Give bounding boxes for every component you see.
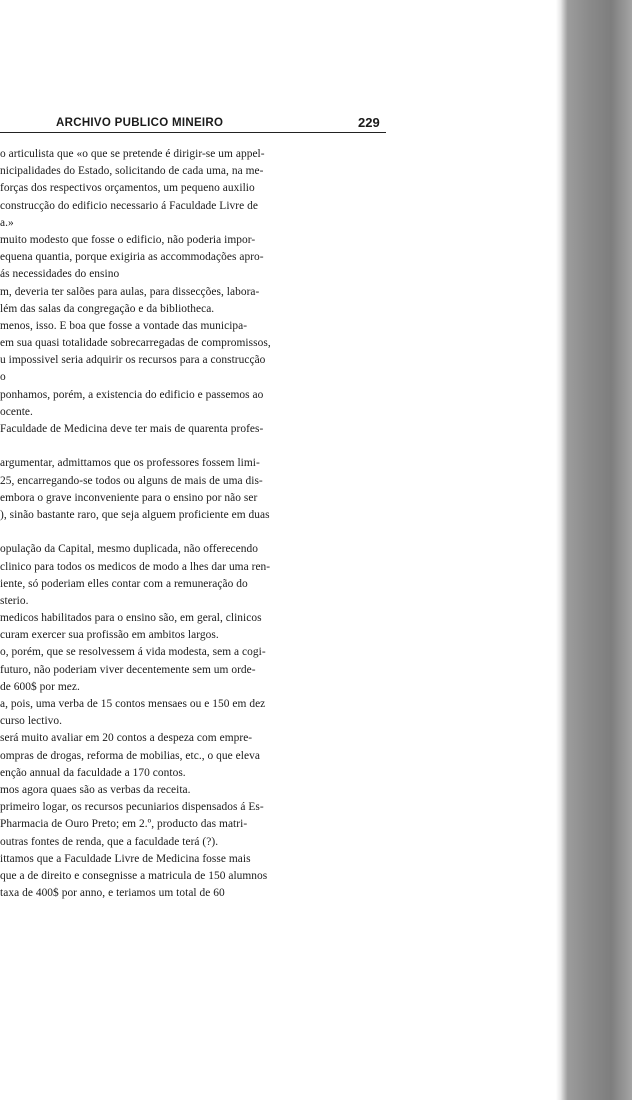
text-line: equena quantia, porque exigiria as accommodações apro- [0,251,264,264]
text-line: Faculdade de Medicina deve ter mais de quarenta profes- [0,423,264,435]
text-line: forças dos respectivos orçamentos, um pequeno auxilio [0,182,255,195]
text-line: muito modesto que fosse o edificio, não poderia impor- [0,233,256,246]
text-line [0,524,392,541]
text-line: outras fontes de renda, que a faculdade terá (?). [0,835,219,848]
text-line [0,438,392,455]
text-line: curso lectivo. [0,715,63,728]
text-line: ), sinão bastante raro, que seja alguem proficiente em duas [0,508,270,521]
text-line: ompras de drogas, reforma de mobilias, etc., o que eleva [0,749,260,762]
text-line: clinico para todos os medicos de modo a lhes dar uma ren- [0,560,271,573]
text-line: de 600$ por mez. [0,680,80,693]
text-line: iente, só poderiam elles contar com a remuneração do [0,577,248,590]
page-number: 229 [358,115,380,130]
text-line: construcção do edificio necessario á Faculdade Livre de [0,199,258,212]
text-line: mos agora quaes são as verbas da receita. [0,783,191,796]
text-line: curam exercer sua profissão em ambitos largos. [0,629,219,642]
text-line: Pharmacia de Ouro Preto; em 2.º, producto das matri- [0,818,248,831]
text-line: m, deveria ter salões para aulas, para dissecções, labora- [0,285,260,298]
text-line: medicos habilitados para o ensino são, em geral, clinicos [0,612,262,625]
text-line: a, pois, uma verba de 15 contos mensaes ou e 150 em dez [0,698,266,710]
text-line: embora o grave inconveniente para o ensino por não ser [0,491,258,504]
text-line: primeiro logar, os recursos pecuniarios dispensados á Es- [0,801,264,814]
text-line: argumentar, admittamos que os professores fossem limi- [0,457,260,470]
text-line: menos, isso. E boa que fosse a vontade das municipa- [0,319,248,332]
text-line: em sua quasi totalidade sobrecarregadas de compromissos, [0,337,271,350]
text-line: ocente. [0,405,33,418]
running-title: ARCHIVO PUBLICO MINEIRO [56,117,224,129]
binding-gutter [562,0,632,1100]
text-line: a.» [0,216,14,229]
text-line: lém das salas da congregação e da bibliotheca. [0,302,215,315]
text-line: taxa de 400$ por anno, e teriamos um total de 60 [0,887,225,900]
text-line: ás necessidades do ensino [0,268,120,281]
text-line: nicipalidades do Estado, solicitando de cada uma, na me- [0,165,264,178]
text-line: u impossivel seria adquirir os recursos para a construcção [0,354,266,367]
text-line: 25, encarregando-se todos ou alguns de mais de uma dis- [0,474,263,487]
text-line: sterio. [0,594,29,607]
text-line: enção annual da faculdade a 170 contos. [0,766,186,779]
text-line: o articulista que «o que se pretende é dirigir-se um appel- [0,148,265,160]
text-line: ponhamos, porém, a existencia do edificio e passemos ao [0,388,264,401]
header-rule [0,132,386,133]
text-line: que a de direito e consegnisse a matricula de 150 alumnos [0,869,268,882]
text-line: opulação da Capital, mesmo duplicada, não offerecendo [0,543,258,556]
text-line: o, porém, que se resolvessem á vida modesta, sem a cogi- [0,646,266,659]
text-line: ittamos que a Faculdade Livre de Medicina fosse mais [0,852,251,865]
body-text [0,146,392,902]
text-line: o [0,371,6,384]
text-line: será muito avaliar em 20 contos a despeza com empre- [0,732,253,745]
text-line: futuro, não poderiam viver decentemente sem um orde- [0,663,256,676]
